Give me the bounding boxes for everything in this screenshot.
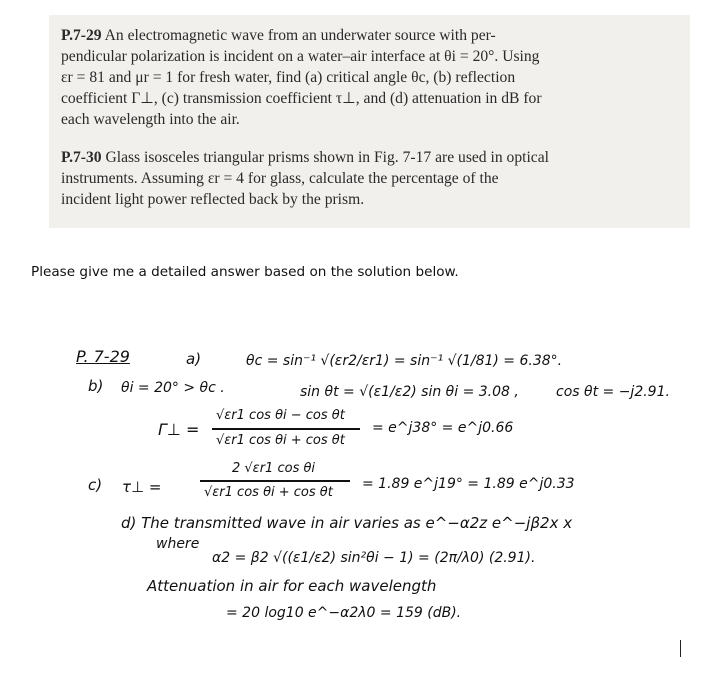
where-label: where xyxy=(156,536,200,552)
request-prompt: Please give me a detailed answer based on the solution below. xyxy=(31,264,459,280)
tau-denominator: √εr1 cos θi + cos θt xyxy=(204,485,333,500)
problem-text-line: coefficient Γ⊥, (c) transmission coefficient τ⊥, and (d) attenuation in dB for xyxy=(61,90,542,107)
part-d-line: d) The transmitted wave in air varies as e^−α2z e^−jβ2x x xyxy=(121,514,573,532)
tau-result: = 1.89 e^j19° = 1.89 e^j0.33 xyxy=(362,476,575,492)
tau-numerator: 2 √εr1 cos θi xyxy=(232,461,316,476)
solution-title: P. 7-29 xyxy=(76,347,130,366)
text-cursor xyxy=(680,640,681,657)
part-b-label: b) xyxy=(88,377,104,395)
gamma-lhs: Γ⊥ = xyxy=(158,420,200,439)
problem-text-line: Glass isosceles triangular prisms shown in Fig. 7-17 are used in optical xyxy=(101,149,549,166)
problem-text-line: incident light power reflected back by the prism. xyxy=(61,191,365,208)
alpha-equation: α2 = β2 √((ε1/ε2) sin²θi − 1) = (2π/λ0) (2.91). xyxy=(212,550,536,566)
sin-theta-t-equation: sin θt = √(ε1/ε2) sin θi = 3.08 , xyxy=(300,384,519,400)
fraction-bar xyxy=(200,480,350,482)
problem-number: P.7-29 xyxy=(61,27,102,44)
problem-text-line: each wavelength into the air. xyxy=(61,111,240,128)
part-a-label: a) xyxy=(186,350,202,368)
problem-text-line: instruments. Assuming εr = 4 for glass, calculate the percentage of the xyxy=(61,170,499,187)
part-c-label: c) xyxy=(88,476,103,494)
fraction-bar xyxy=(212,428,360,430)
incidence-condition: θi = 20° > θc . xyxy=(121,380,225,396)
critical-angle-equation: θc = sin⁻¹ √(εr2/εr1) = sin⁻¹ √(1/81) = 6.38°. xyxy=(246,353,563,369)
cos-theta-t-equation: cos θt = −j2.91. xyxy=(556,384,670,400)
gamma-numerator: √εr1 cos θi − cos θt xyxy=(216,408,345,423)
tau-lhs: τ⊥ = xyxy=(122,478,162,496)
problem-number: P.7-30 xyxy=(61,149,102,166)
problem-text-line: pendicular polarization is incident on a water–air interface at θi = 20°. Using xyxy=(61,48,540,65)
gamma-result: = e^j38° = e^j0.66 xyxy=(372,420,514,436)
problem-text-line: An electromagnetic wave from an underwater source with per- xyxy=(101,27,496,44)
problem-text-line: εr = 81 and μr = 1 for fresh water, find (a) critical angle θc, (b) reflection xyxy=(61,69,516,86)
db-result: = 20 log10 e^−α2λ0 = 159 (dB). xyxy=(226,605,462,621)
attenuation-line: Attenuation in air for each wavelength xyxy=(147,577,437,595)
gamma-denominator: √εr1 cos θi + cos θt xyxy=(216,433,345,448)
